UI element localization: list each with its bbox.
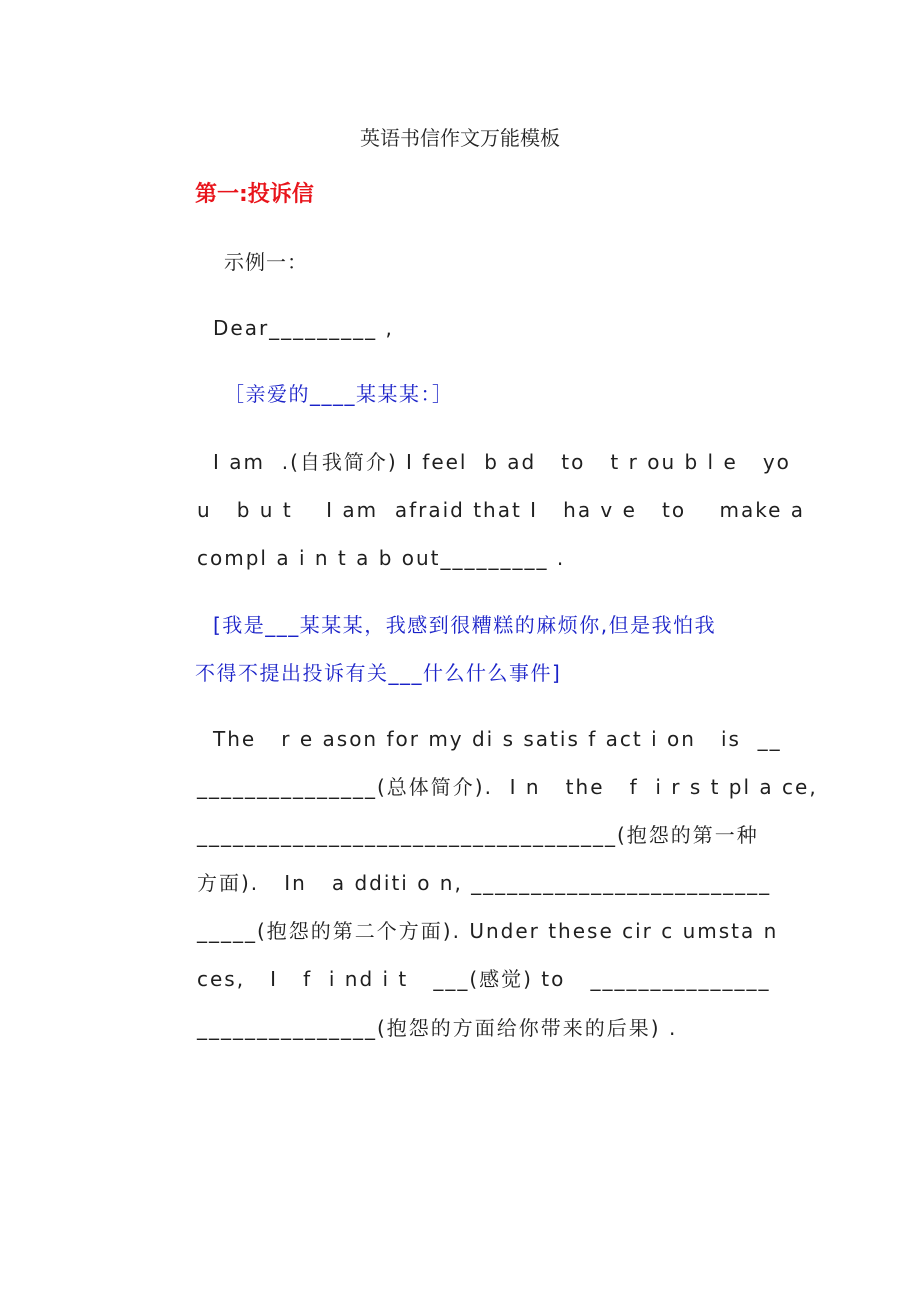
paragraph2-line3: ___________________________________(抱怨的第一种	[197, 823, 759, 847]
example-label: 示例一：	[224, 250, 308, 274]
paragraph2-line2: _______________(总体简介). I n the f i r s t pl a ce,	[197, 775, 818, 799]
paragraph2-line4: 方面). In a dditi o n, _________________________	[197, 871, 772, 895]
paragraph1-line3: compl a i n t a b out_________ .	[197, 546, 566, 570]
paragraph2-line6: ces, I f i nd i t ___(感觉) to _______________	[197, 967, 771, 991]
paragraph1-translation-line2: 不得不提出投诉有关___什么什么事件]	[195, 661, 562, 685]
paragraph2-line7: _______________(抱怨的方面给你带来的后果) .	[197, 1016, 678, 1040]
section-heading: 第一:投诉信	[195, 182, 314, 207]
paragraph2-line5: _____(抱怨的第二个方面). Under these cir c umsta n	[197, 919, 779, 943]
paragraph2-line1: The r e ason for my di s satis f act i on is __	[213, 727, 782, 751]
paragraph1-line1: I am .(自我简介) I feel b ad to t r ou b l e yo	[213, 450, 791, 474]
paragraph1-line2: u b u t I am afraid that I ha v e to make a	[197, 498, 806, 522]
salutation-translation: ［亲爱的____某某某：］	[224, 382, 454, 406]
document-title: 英语书信作文万能模板	[360, 126, 560, 150]
salutation: Dear_________ ,	[213, 316, 394, 340]
paragraph1-translation-line1: [我是___某某某，我感到很糟糕的麻烦你,但是我怕我	[213, 613, 717, 637]
